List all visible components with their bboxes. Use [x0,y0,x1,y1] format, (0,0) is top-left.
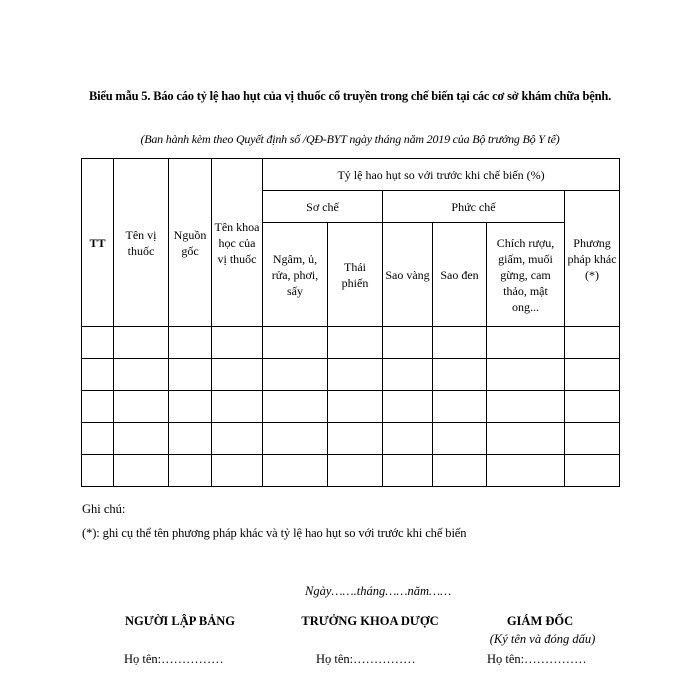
table-cell [263,359,328,391]
table-cell [565,455,620,487]
date-line: Ngày…….tháng……năm…… [305,584,452,598]
director-name-line: Họ tên:…………… [487,652,587,666]
table-row [82,359,620,391]
director-title: GIÁM ĐỐC [506,614,574,628]
form-title: Biểu mẫu 5. Báo cáo tỷ lệ hao hụt của vị thuốc cổ truyền trong chế biến tại các cơ sở khám chữa bệnh. [88,89,612,103]
table-cell [114,423,169,455]
header-scientific-name: Tên khoa học của vị thuốc [212,159,263,327]
table-cell [487,391,565,423]
table-cell [328,359,383,391]
table-cell [263,391,328,423]
table-cell [212,423,263,455]
table-cell [114,455,169,487]
table-row [82,423,620,455]
table-cell [328,455,383,487]
table-cell [565,391,620,423]
table-cell [212,359,263,391]
header-slice: Thái phiến [328,223,383,327]
table-row [82,327,620,359]
table-cell [328,423,383,455]
table-cell [169,359,212,391]
header-processing-additives: Chích rượu, giấm, muối gừng, cam thảo, mật ong... [487,223,565,327]
table-body [82,327,620,487]
table-cell [212,327,263,359]
table-cell [433,327,487,359]
table-cell [565,359,620,391]
table-cell [82,327,114,359]
preparer-name-line: Họ tên:…………… [124,652,224,666]
notes-label: Ghi chú: [82,502,126,516]
header-soak-dry: Ngâm, ủ, rửa, phơi, sấy [263,223,328,327]
table-cell [82,391,114,423]
table-cell [565,327,620,359]
notes-text: (*): ghi cụ thể tên phương pháp khác và tỷ lệ hao hụt so với trước khi chế biến [82,526,467,540]
table-row [82,391,620,423]
director-sign-note: (Ký tên và đóng dấu) [489,632,596,646]
table-row [82,455,620,487]
table-cell [383,359,433,391]
table-cell [433,391,487,423]
table-cell [169,391,212,423]
header-yellow-roast: Sao vàng [383,223,433,327]
table-cell [212,391,263,423]
table-cell [263,455,328,487]
table-cell [383,423,433,455]
table-cell [114,391,169,423]
table-cell [383,327,433,359]
table-cell [487,327,565,359]
header-origin: Nguồn gốc [169,159,212,327]
table-cell [433,455,487,487]
table-cell [82,359,114,391]
header-tt: TT [82,159,114,327]
table-cell [487,359,565,391]
header-other-method: Phương pháp khác (*) [565,191,620,327]
preparer-title: NGƯỜI LẬP BẢNG [125,614,235,628]
table-cell [114,327,169,359]
table-cell [169,455,212,487]
table-cell [487,455,565,487]
header-drug-name: Tên vị thuốc [114,159,169,327]
header-black-roast: Sao đen [433,223,487,327]
table-cell [328,327,383,359]
table-cell [383,455,433,487]
table-cell [263,423,328,455]
table-cell [565,423,620,455]
table-cell [328,391,383,423]
table-cell [433,423,487,455]
pharmacy-head-name-line: Họ tên:…………… [316,652,416,666]
form-subtitle: (Ban hành kèm theo Quyết định số /QĐ-BYT ngày tháng năm 2019 của Bộ trưởng Bộ Y tế) [140,132,560,146]
table-cell [82,423,114,455]
loss-rate-table [81,158,620,487]
header-complex-processing: Phức chế [383,191,565,223]
table-cell [487,423,565,455]
table-cell [212,455,263,487]
table-cell [263,327,328,359]
header-basic-processing: Sơ chế [263,191,383,223]
pharmacy-head-title: TRƯỞNG KHOA DƯỢC [301,614,439,628]
table-cell [169,423,212,455]
table-cell [114,359,169,391]
table-cell [82,455,114,487]
table-cell [169,327,212,359]
table-cell [383,391,433,423]
table-cell [433,359,487,391]
header-loss-ratio-group: Tỷ lệ hao hụt so với trước khi chế biến (%) [263,159,620,191]
